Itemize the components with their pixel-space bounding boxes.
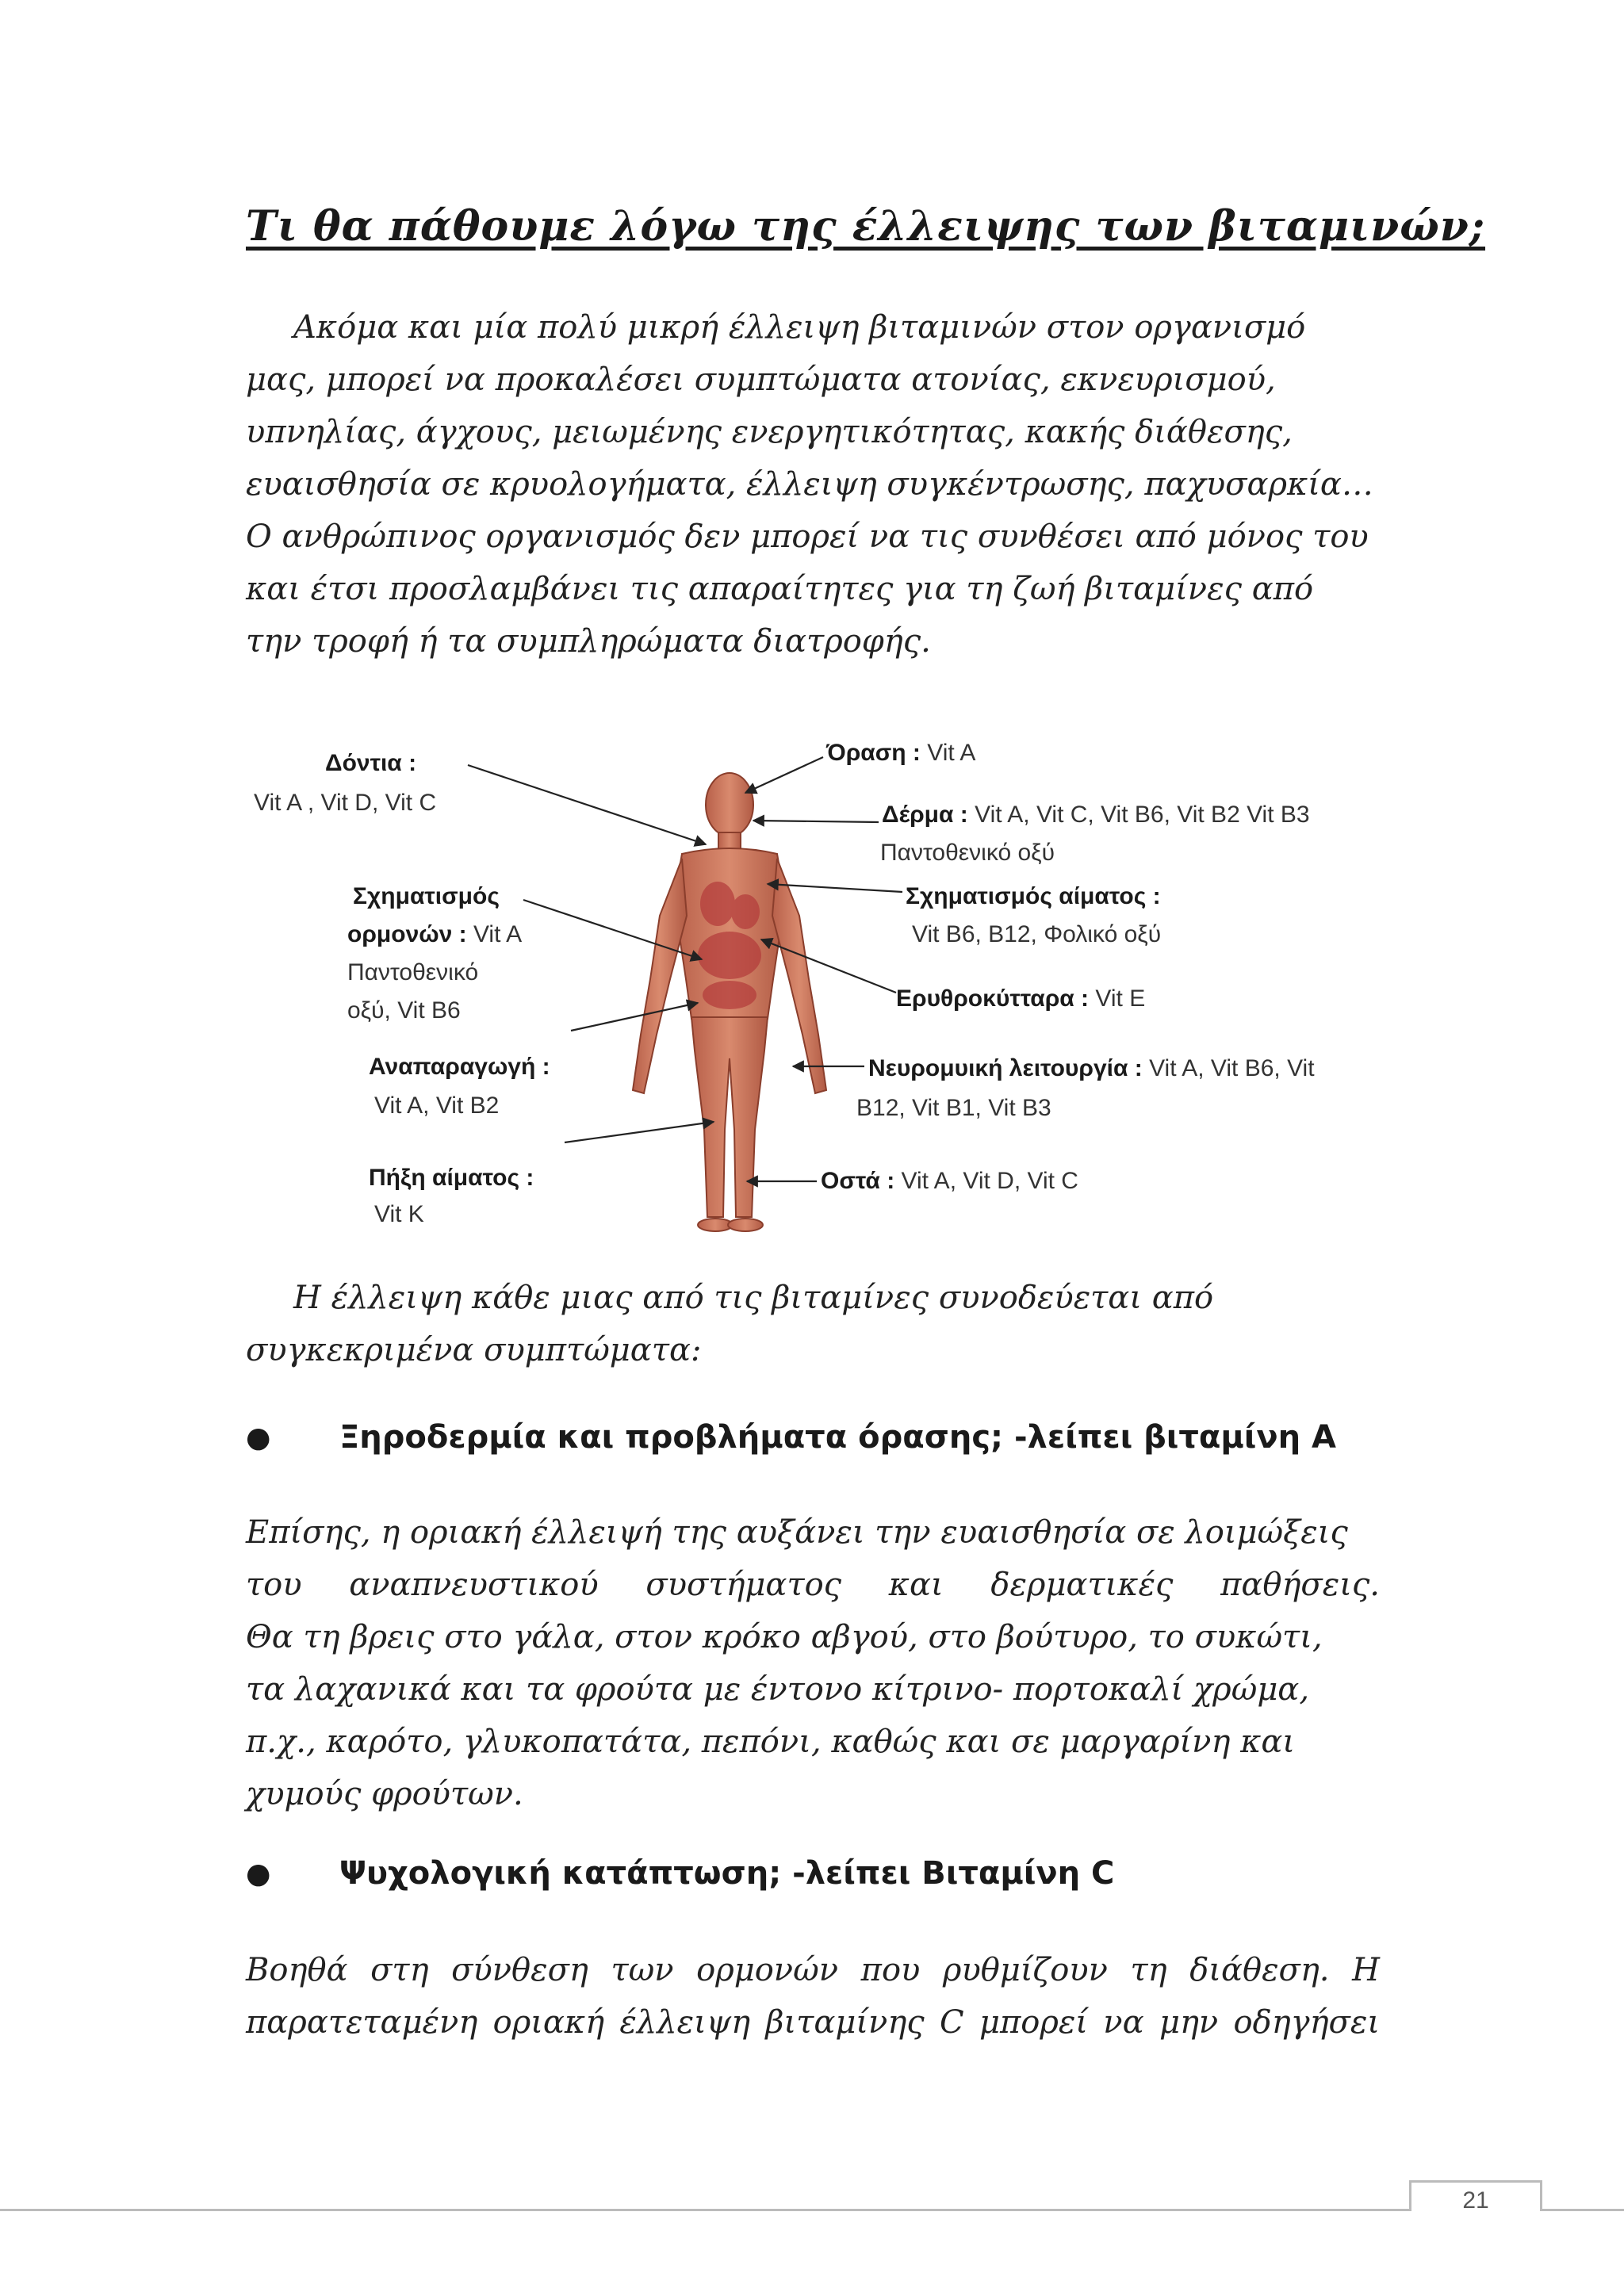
- text-line: υπνηλίας, άγχους, μειωμένης ενεργητικότητας, κακής διάθεσης,: [246, 414, 1293, 450]
- label-rbc: Ερυθροκύτταρα : Vit E: [896, 985, 1146, 1012]
- bullet-vitamin-a: [246, 1419, 1380, 1456]
- text-line: παρατεταμένη οριακή έλλειψη βιταμίνης C μπορεί να μην οδηγήσει: [246, 2004, 1380, 2041]
- text-line: συγκεκριμένα συμπτώματα:: [246, 1332, 702, 1368]
- vitamin-a-paragraph: [246, 1506, 1380, 1820]
- label-bones: Οστά : Vit A, Vit D, Vit C: [821, 1168, 1078, 1194]
- text-line: την τροφή ή τα συμπληρώματα διατροφής.: [246, 623, 931, 660]
- value-neuro-2: B12, Vit B1, Vit B3: [856, 1095, 1051, 1121]
- text-line: Ακόμα και μία πολύ μικρή έλλειψη βιταμινών στον οργανισμό: [293, 309, 1306, 346]
- page-number: 21: [1462, 2187, 1489, 2214]
- label-teeth: Δόντια :: [325, 750, 417, 776]
- vitamin-c-paragraph: [246, 1944, 1380, 2049]
- text-line: Ο ανθρώπινος οργανισμός δεν μπορεί να τις συνθέσει από μόνος του: [246, 519, 1369, 555]
- label-neuro: Νευρομυική λειτουργία : Vit A, Vit B6, Vit: [868, 1055, 1315, 1081]
- bullet-dot-icon: ●: [246, 1421, 271, 1454]
- footer-rule: [0, 2209, 1624, 2211]
- value-clotting: Vit K: [374, 1201, 424, 1227]
- label-hormones-1: Σχηματισμός: [353, 883, 500, 909]
- label-blood: Σχηματισμός αίματος :: [906, 883, 1161, 909]
- value-teeth: Vit A , Vit D, Vit C: [254, 790, 437, 816]
- text-line: Βοηθά στη σύνθεση των ορμονών που ρυθμίζουν τη διάθεση. Η: [246, 1952, 1380, 1988]
- text-line: π.χ., καρότο, γλυκοπατάτα, πεπόνι, καθώς και σε μαργαρίνη και: [246, 1724, 1296, 1760]
- label-reproduction: Αναπαραγωγή :: [369, 1054, 550, 1080]
- label-hormones-2: ορμονών : Vit A: [347, 921, 523, 947]
- text-line: χυμούς φρούτων.: [246, 1776, 523, 1812]
- text-line: του αναπνευστικού συστήματος και δερματικές παθήσεις.: [246, 1567, 1380, 1603]
- bullet-text: Ψυχολογική κατάπτωση; -λείπει Βιταμίνη C: [339, 1855, 1115, 1892]
- value-hormones-3: οξύ, Vit B6: [347, 997, 461, 1024]
- page-number-box: [1409, 2180, 1542, 2214]
- label-skin: Δέρμα : Vit A, Vit C, Vit B6, Vit B2 Vit B3: [882, 802, 1310, 828]
- text-line: και έτσι προσλαμβάνει τις απαραίτητες για τη ζωή βιταμίνες από: [246, 571, 1314, 607]
- value-reproduction: Vit A, Vit B2: [374, 1093, 500, 1119]
- text-line: τα λαχανικά και τα φρούτα με έντονο κίτρινο- πορτοκαλί χρώμα,: [246, 1671, 1310, 1708]
- text-line: Η έλλειψη κάθε μιας από τις βιταμίνες συνοδεύεται από: [293, 1280, 1214, 1316]
- text-line: ευαισθησία σε κρυολογήματα, έλλειψη συγκέντρωσης, παχυσαρκία…: [246, 466, 1373, 503]
- label-vision: Όραση : Vit A: [826, 740, 976, 766]
- page-title: Τι θα πάθουμε λόγω της έλλειψης των βιταμινών;: [246, 202, 1486, 251]
- value-blood: Vit B6, B12, Φολικό οξύ: [912, 921, 1162, 947]
- intro-paragraph: [246, 301, 1380, 668]
- text-line: μας, μπορεί να προκαλέσει συμπτώματα ατονίας, εκνευρισμού,: [246, 362, 1276, 398]
- text-line: Επίσης, η οριακή έλλειψή της αυξάνει την ευαισθησία σε λοιμώξεις: [246, 1514, 1348, 1551]
- text-line: Θα τη βρεις στο γάλα, στον κρόκο αβγού, στο βούτυρο, το συκώτι,: [246, 1619, 1323, 1655]
- bullet-text: Ξηροδερμία και προβλήματα όρασης; -λείπει βιταμίνη Α: [339, 1419, 1336, 1456]
- value-skin-2: Παντοθενικό οξύ: [880, 840, 1055, 866]
- bullet-dot-icon: ●: [246, 1857, 271, 1890]
- vitamin-body-diagram: [238, 718, 1396, 1241]
- label-clotting: Πήξη αίματος :: [369, 1165, 534, 1191]
- bullet-vitamin-c: [246, 1855, 1380, 1892]
- symptoms-intro: [246, 1272, 1380, 1376]
- value-hormones-2: Παντοθενικό: [347, 959, 479, 985]
